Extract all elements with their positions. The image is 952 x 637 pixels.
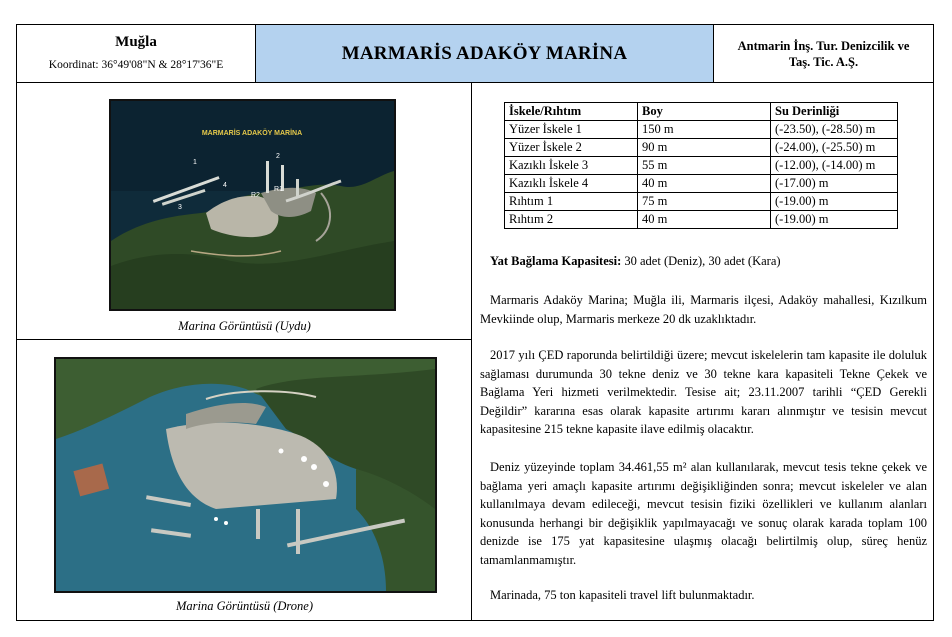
cell-pier: Kazıklı İskele 3 (505, 157, 638, 175)
drone-image (54, 357, 437, 593)
mooring-capacity (490, 254, 781, 269)
details-column (472, 83, 933, 620)
pier-label-4: 4 (223, 182, 227, 189)
table-header-row (505, 103, 898, 121)
cell-pier: Rıhtım 1 (505, 193, 638, 211)
cell-length: 75 m (638, 193, 771, 211)
paragraph-sea-area: Deniz yüzeyinde toplam 34.461,55 m² alan kullanılarak, mevcut tesis tekne çekek ve bağlama yeri amaçlı kapasite artırımı değişikliğinden sonra; mevcut iskeleler ve alan kullanılmaya devam edileceği, mevcut tesisin fiziki özellikleri ve kullanım alanları konusunda herhangi bir değişiklik yapılmayacağı ve sonuç olarak karada toplam 100 denizde ise 175 yat kapasitesine ulaşmış olacağı belirtilmiş olup, süreç henüz tamamlanmamıştır. (480, 460, 927, 567)
satellite-overlay-title: MARMARİS ADAKÖY MARİNA (201, 130, 303, 137)
company-name (738, 38, 910, 70)
header-company (714, 25, 933, 83)
cell-pier: Yüzer İskele 1 (505, 121, 638, 139)
cell-depth: (-19.00) m (771, 193, 898, 211)
cell-length: 90 m (638, 139, 771, 157)
header-location (17, 25, 256, 83)
page-title: MARMARİS ADAKÖY MARİNA (341, 42, 628, 64)
cell-length: 150 m (638, 121, 771, 139)
table-row (505, 211, 898, 229)
document-frame (16, 24, 934, 621)
capacity-label: Yat Bağlama Kapasitesi: (490, 254, 622, 268)
header-title-cell (256, 25, 714, 83)
drone-illustration (56, 359, 435, 591)
table-row (505, 121, 898, 139)
drone-caption: Marina Görüntüsü (Drone) (175, 599, 314, 613)
table-row (505, 193, 898, 211)
column-header-pier: İskele/Rıhtım (505, 103, 638, 121)
company-line-1: Antmarin İnş. Tur. Denizcilik ve (737, 38, 910, 53)
cell-length: 55 m (638, 157, 771, 175)
pier-spec-table (504, 102, 898, 229)
paragraph-location: Marmaris Adaköy Marina; Muğla ili, Marmaris ilçesi, Adaköy mahallesi, Kızılkum Mevkiinde olup, Marmaris merkeze 20 dk uzaklıktadır. (480, 293, 927, 326)
cell-pier: Yüzer İskele 2 (505, 139, 638, 157)
paragraph-ced-report: 2017 yılı ÇED raporunda belirtildiği üzere; mevcut iskelelerin tam kapasite ile doluluk sağlaması durumunda 30 tekne deniz ve 30 tekne kara kapasiteli Tekne Çekek ve Bağlama Yeri hizmeti verilmektedir. Tesise ait; 23.11.2007 tarihli “ÇED Gerekli Değildir” kararına esas olarak kapasite artırımı kararı alınmıştır ve tesisin mevcut kapasitesine 215 tekne kapasite ilave edilmiş olacaktır. (480, 348, 927, 436)
quay-label-r2: R2 (251, 192, 260, 199)
cell-depth: (-23.50), (-28.50) m (771, 121, 898, 139)
city-name: Muğla (115, 34, 157, 50)
cell-length: 40 m (638, 175, 771, 193)
cell-depth: (-12.00), (-14.00) m (771, 157, 898, 175)
cell-depth: (-17.00) m (771, 175, 898, 193)
left-divider (17, 339, 472, 340)
table-row (505, 157, 898, 175)
pier-label-3: 3 (178, 204, 182, 211)
paragraph-travel-lift: Marinada, 75 ton kapasiteli travel lift bulunmaktadır. (490, 588, 755, 602)
pier-label-1: 1 (193, 159, 197, 166)
column-header-length: Boy (638, 103, 771, 121)
cell-pier: Kazıklı İskele 4 (505, 175, 638, 193)
quay-label-r1: R1 (274, 186, 283, 193)
company-line-2: Taş. Tic. A.Ş. (788, 54, 859, 69)
column-header-depth: Su Derinliği (771, 103, 898, 121)
table-row (505, 175, 898, 193)
images-column (17, 83, 472, 620)
cell-pier: Rıhtım 2 (505, 211, 638, 229)
table-row (505, 139, 898, 157)
pier-label-2: 2 (276, 153, 280, 160)
cell-depth: (-19.00) m (771, 211, 898, 229)
coordinates: Koordinat: 36°49'08"N & 28°17'36"E (48, 59, 224, 71)
capacity-value: 30 adet (Deniz), 30 adet (Kara) (621, 254, 781, 268)
satellite-illustration (111, 101, 394, 309)
cell-length: 40 m (638, 211, 771, 229)
cell-depth: (-24.00), (-25.50) m (771, 139, 898, 157)
satellite-image (109, 99, 396, 311)
satellite-caption: Marina Görüntüsü (Uydu) (178, 319, 311, 333)
